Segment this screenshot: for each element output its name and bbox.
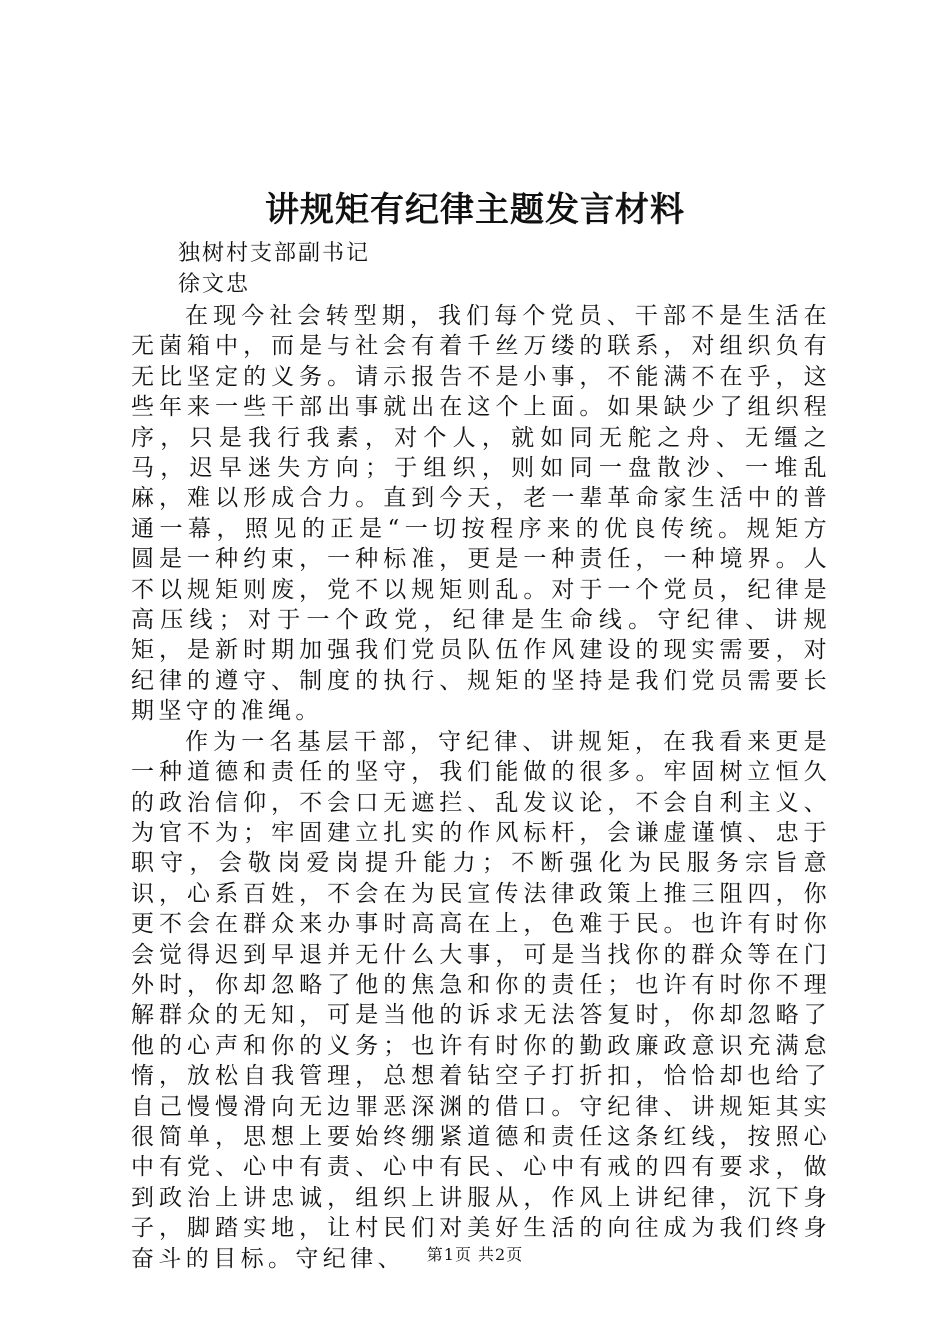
body-paragraph: 作为一名基层干部，守纪律、讲规矩，在我看来更是一种道德和责任的坚守，我们能做的很多。牢固树立恒久的政治信仰，不会口无遮拦、乱发议论，不会自利主义、为官不为；牢固建立扎实的作风标杆，会谦虚谨慎、忠于职守，会敬岗爱岗提升能力；不断强化为民服务宗旨意识，心系百姓，不会在为民宣传法律政策上推三阻四，你更不会在群众来办事时高高在上，色难于民。也许有时你会觉得迟到早退并无什么大事，可是当找你的群众等在门外时，你却忽略了他的焦急和你的责任；也许有时你不理解群众的无知，可是当他的诉求无法答复时，你却忽略了他的心声和你的义务；也许有时你的勤政廉政意识充满怠惰，放松自我管理，总想着钻空子打折扣，恰恰却也给了自己慢慢滑向无边罪恶深渊的借口。守纪律、讲规矩其实很简单，思想上要始终绷紧道德和责任这条红线，按照心中有党、心中有责、心中有民、心中有戒的四有要求，做到政治上讲忠诚，组织上讲服从，作风上讲纪律，沉下身子，脚踏实地，让村民们对美好生活的向往成为我们终身奋斗的目标。守纪律、 — [131, 728, 831, 1272]
body-paragraph: 在现今社会转型期，我们每个党员、干部不是生活在无菌箱中，而是与社会有着千丝万缕的联系，对组织负有无比坚定的义务。请示报告不是小事，不能满不在乎，这些年来一些干部出事就出在这个上面。如果缺少了组织程序，只是我行我素，对个人，就如同无舵之舟、无缰之马，迟早迷失方向；于组织，则如同一盘散沙、一堆乱麻，难以形成合力。直到今天，老一辈革命家生活中的普通一幕，照见的正是“一切按程序来的优良传统。规矩方圆是一种约束，一种标准，更是一种责任，一种境界。人不以规矩则废，党不以规矩则乱。对于一个党员，纪律是高压线；对于一个政党，纪律是生命线。守纪律、讲规矩，是新时期加强我们党员队伍作风建设的现实需要，对纪律的遵守、制度的执行、规矩的坚持是我们党员需要长期坚守的准绳。 — [131, 303, 831, 725]
document-body — [131, 301, 831, 1274]
author-name: 徐文忠 — [178, 272, 251, 297]
page-number-footer: 第1页 共2页 — [426, 1245, 524, 1264]
author-organization: 独树村支部副书记 — [178, 241, 371, 266]
document-title: 讲规矩有纪律主题发言材料 — [265, 190, 685, 230]
